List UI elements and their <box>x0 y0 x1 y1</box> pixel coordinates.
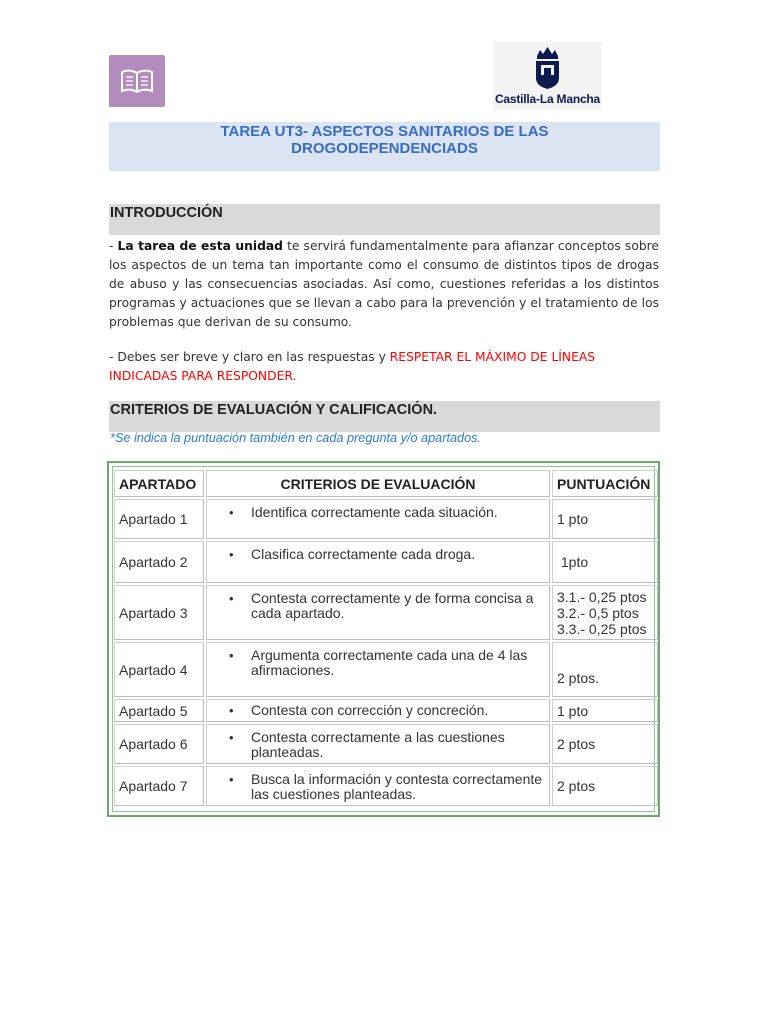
document-title <box>109 122 660 171</box>
puntuacion-cell: 2 ptos. <box>552 642 658 697</box>
intro-paragraph-1: - La tarea de esta unidad te servirá fundamentalmente para afianzar conceptos sobre los aspectos de un tema tan importante como el consumo de distintos tipos de drogas de abuso y las consecuencias asociadas. Así como, cuestiones referidas a los distintos programas y actuaciones que se llevan a cabo para la prevención y el tratamiento de los problemas que derivan de su consumo. <box>109 239 659 329</box>
criteria-table <box>112 468 660 808</box>
table-header-row <box>114 470 658 497</box>
table-row <box>114 724 658 764</box>
table-row <box>114 766 658 806</box>
title-line-1: TAREA UT3- ASPECTOS SANITARIOS DE LAS <box>220 123 549 140</box>
apartado-cell: Apartado 7 <box>114 766 204 806</box>
criterio-cell: • Contesta con corrección y concreción. <box>206 699 550 722</box>
criterio-cell: • Argumenta correctamente cada una de 4 las afirmaciones. <box>206 642 550 697</box>
criteria-heading: CRITERIOS DE EVALUACIÓN Y CALIFICACIÓN. <box>109 401 660 432</box>
intro-paragraph-2: - Debes ser breve y claro en las respuestas y RESPETAR EL MÁXIMO DE LÍNEAS INDICADAS PARA RESPONDER. <box>109 350 596 383</box>
criterio-cell: • Identifica correctamente cada situación. <box>206 499 550 539</box>
criterio-cell: • Busca la información y contesta correctamente las cuestiones planteadas. <box>206 766 550 806</box>
bullet-icon: • <box>229 547 234 562</box>
castilla-la-mancha-logo <box>493 42 602 110</box>
criterio-cell: • Clasifica correctamente cada droga. <box>206 541 550 583</box>
criterio-cell: • Contesta correctamente y de forma concisa a cada apartado. <box>206 585 550 640</box>
bullet-icon: • <box>229 591 234 606</box>
apartado-cell: Apartado 2 <box>114 541 204 583</box>
puntuacion-cell: 1 pto <box>552 499 658 539</box>
table-row <box>114 499 658 539</box>
column-header-criterios: CRITERIOS DE EVALUACIÓN <box>206 470 550 497</box>
puntuacion-cell: 2 ptos <box>552 724 658 764</box>
bullet-icon: • <box>229 703 234 718</box>
apartado-cell: Apartado 5 <box>114 699 204 722</box>
open-book-icon <box>109 55 165 107</box>
title-line-2: DROGODEPENDENCIADS <box>291 140 478 157</box>
bullet-icon: • <box>229 505 234 520</box>
crown-icon <box>493 42 602 92</box>
apartado-cell: Apartado 3 <box>114 585 204 640</box>
apartado-cell: Apartado 4 <box>114 642 204 697</box>
puntuacion-cell: 1 pto <box>552 699 658 722</box>
puntuacion-cell: 3.1.- 0,25 ptos 3.2.- 0,5 ptos 3.3.- 0,25 ptos <box>552 585 658 640</box>
puntuacion-cell: 2 ptos <box>552 766 658 806</box>
table-row <box>114 699 658 722</box>
bullet-icon: • <box>229 648 234 663</box>
apartado-cell: Apartado 6 <box>114 724 204 764</box>
puntuacion-cell: 1pto <box>552 541 658 583</box>
bullet-icon: • <box>229 772 234 787</box>
bullet-icon: • <box>229 730 234 745</box>
column-header-apartado: APARTADO <box>114 470 204 497</box>
criterio-cell: • Contesta correctamente a las cuestiones planteadas. <box>206 724 550 764</box>
column-header-puntuacion: PUNTUACIÓN <box>552 470 658 497</box>
criteria-note: *Se indica la puntuación también en cada pregunta y/o apartados. <box>110 431 482 445</box>
castilla-la-mancha-text: Castilla-La Mancha <box>494 92 601 106</box>
intro-warning-text: RESPETAR EL MÁXIMO DE LÍNEAS INDICADAS PARA RESPONDER. <box>109 350 596 383</box>
table-row <box>114 541 658 583</box>
apartado-cell: Apartado 1 <box>114 499 204 539</box>
intro-heading: INTRODUCCIÓN <box>109 204 660 235</box>
table-row <box>114 642 658 697</box>
table-row <box>114 585 658 640</box>
intro-bold-phrase: La tarea de esta unidad <box>117 239 283 253</box>
